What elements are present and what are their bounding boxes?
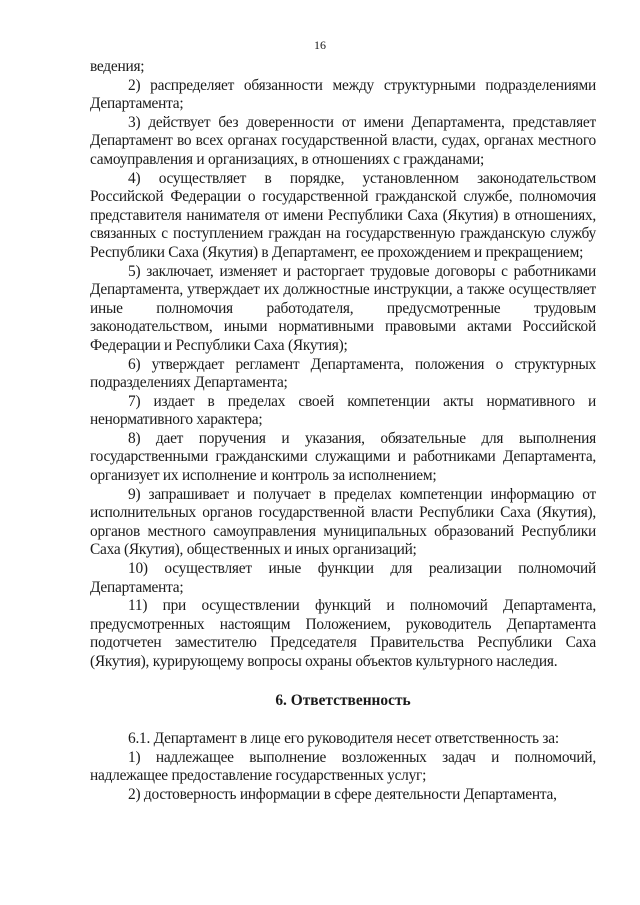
page-number: 16 xyxy=(314,38,326,52)
list-item: 6) утверждает регламент Департамента, положения о структурных подразделениях Департамента; xyxy=(90,355,596,392)
list-item: 3) действует без доверенности от имени Департамента, представляет Департамент во всех органах государственной власти, судах, органах местного самоуправления и организациях, в отношениях с гражданами; xyxy=(90,113,596,168)
list-item: 7) издает в пределах своей компетенции акты нормативного и ненормативного характера; xyxy=(90,392,596,429)
paragraph-continuation: ведения; xyxy=(90,58,145,75)
section-heading: 6. Ответственность xyxy=(275,691,411,709)
list-item: 10) осуществляет иные функции для реализации полномочий Департамента; xyxy=(90,560,596,596)
list-item: 2) распределяет обязанности между структурными подразделениями Департамента; xyxy=(90,76,596,113)
list-item: 4) осуществляет в порядке, установленном законодательством Российской Федерации о государственной гражданской службе, полномочия представителя нанимателя от имени Республики Саха (Якутия) в отношениях, связанных с поступлением граждан на государственную гражданскую службу Республики Саха (Якутия) в Департамент, ее прохождением и прекращением; xyxy=(90,169,596,261)
list-item: 2) достоверность информации в сфере деятельности Департамента, xyxy=(128,785,557,803)
list-item: 1) надлежащее выполнение возложенных задач и полномочий, надлежащее предоставление государственных услуг; xyxy=(90,748,596,785)
list-item: 9) запрашивает и получает в пределах компетенции информацию от исполнительных органов государственной власти Республики Саха (Якутия), органов местного самоуправления муниципальных образований Республики Саха (Якутия), общественных и иных организаций; xyxy=(90,485,596,559)
section-paragraph: 6.1. Департамент в лице его руководителя несет ответственность за: xyxy=(128,730,559,748)
list-item: 8) дает поручения и указания, обязательные для выполнения государственными гражданскими служащими и работниками Департамента, организует их исполнение и контроль за исполнением; xyxy=(90,429,596,485)
list-item: 5) заключает, изменяет и расторгает трудовые договоры с работниками Департамента, утверждает их должностные инструкции, а также осуществляет иные полномочия работодателя, предусмотренные трудовым законодательством, иными нормативными правовыми актами Российской Федерации и Республики Саха (Якутия); xyxy=(90,262,596,354)
list-item: 11) при осуществлении функций и полномочий Департамента, предусмотренных настоящим Положением, руководитель Департамента подотчетен заместителю Председателя Правительства Республики Саха (Якутия), курирующему вопросы охраны объектов культурного наследия. xyxy=(90,597,596,670)
document-body xyxy=(90,58,596,805)
